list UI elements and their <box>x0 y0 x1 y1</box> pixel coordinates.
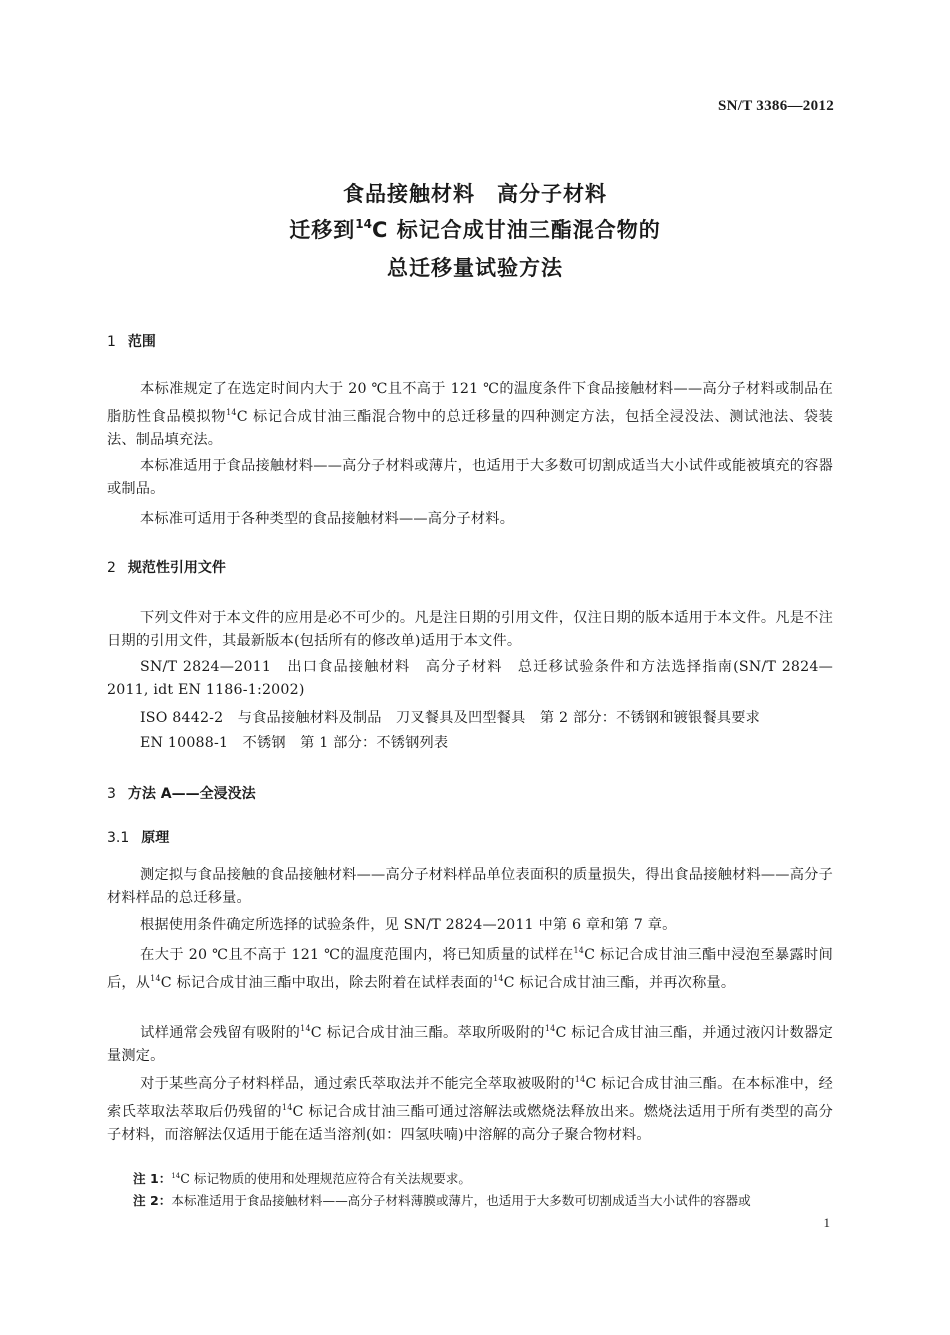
section-3-heading: 3 方法 A——全浸没法 <box>107 786 256 802</box>
reference-en-10088-1: EN 10088-1 不锈钢 第 1 部分：不锈钢列表 <box>140 735 449 751</box>
page-number: 1 <box>823 1215 830 1230</box>
section-3-1-para-3: 在大于 20 ℃且不高于 121 ℃的温度范围内，将已知质量的试样在$^{14}$C 标记合成甘油三酯中浸泡至暴露时间后，从$^{14}$C 标记合成甘油三酯中取出，除去附着在试样表面的$^{14}$C 标记合成甘油三酯，并再次称量。 <box>107 946 833 991</box>
section-3-1-para-4: 试样通常会残留有吸附的$^{14}$C 标记合成甘油三酯。萃取所吸附的$^{14}$C 标记合成甘油三酯，并通过液闪计数器定量测定。 <box>107 1024 833 1064</box>
note-2: 注 2：本标准适用于食品接触材料——高分子材料薄膜或薄片，也适用于大多数可切割成适当大小试件的容器或 <box>133 1193 751 1208</box>
title-line-2: 迁移到$^{14}$C 标记合成甘油三酯混合物的 <box>289 217 661 242</box>
reference-sn-t-2824: SN/T 2824—2011 出口食品接触材料 高分子材料 总迁移试验条件和方法选择指南(SN/T 2824—2011, idt EN 1186-1:2002) <box>107 659 833 698</box>
standard-code: SN/T 3386—2012 <box>717 98 834 114</box>
section-2-para-1: 下列文件对于本文件的应用是必不可少的。凡是注日期的引用文件，仅注日期的版本适用于本文件。凡是不注日期的引用文件，其最新版本(包括所有的修改单)适用于本文件。 <box>107 610 833 649</box>
title-line-1: 食品接触材料 高分子材料 <box>343 182 607 206</box>
section-3-1-para-5: 对于某些高分子材料样品，通过索氏萃取法并不能完全萃取被吸附的$^{14}$C 标记合成甘油三酯。在本标准中，经索氏萃取法萃取后仍残留的$^{14}$C 标记合成甘油三酯可通过溶解法或燃烧法释放出来。燃烧法适用于所有类型的高分子材料，而溶解法仅适用于能在适当溶剂(如：四氢呋喃)中溶解的高分子聚合物材料。 <box>107 1075 834 1143</box>
section-1-para-2: 本标准适用于食品接触材料——高分子材料或薄片，也适用于大多数可切割成适当大小试件或能被填充的容器或制品。 <box>107 458 833 497</box>
section-2-heading: 2 规范性引用文件 <box>107 560 226 576</box>
section-3-1-para-1: 测定拟与食品接触的食品接触材料——高分子材料样品单位表面积的质量损失，得出食品接触材料——高分子材料样品的总迁移量。 <box>107 867 833 906</box>
section-1-para-1: 本标准规定了在选定时间内大于 20 ℃且不高于 121 ℃的温度条件下食品接触材料——高分子材料或制品在脂肪性食品模拟物$^{14}$C 标记合成甘油三酯混合物中的总迁移量的四种测定方法，包括全浸没法、测试池法、袋装法、制品填充法。 <box>107 381 833 448</box>
section-1-para-3: 本标准可适用于各种类型的食品接触材料——高分子材料。 <box>140 511 515 527</box>
note-1: 注 1：$^{14}$C 标记物质的使用和处理规范应符合有关法规要求。 <box>133 1171 471 1186</box>
section-3-1-heading: 3.1 原理 <box>107 830 170 846</box>
title-line-3: 总迁移量试验方法 <box>387 256 563 280</box>
reference-iso-8442-2: ISO 8442-2 与食品接触材料及制品 刀叉餐具及凹型餐具 第 2 部分：不锈钢和镀银餐具要求 <box>140 710 760 726</box>
section-3-1-para-2: 根据使用条件确定所选择的试验条件，见 SN/T 2824—2011 中第 6 章和第 7 章。 <box>140 917 677 933</box>
section-1-heading: 1 范围 <box>107 334 156 350</box>
